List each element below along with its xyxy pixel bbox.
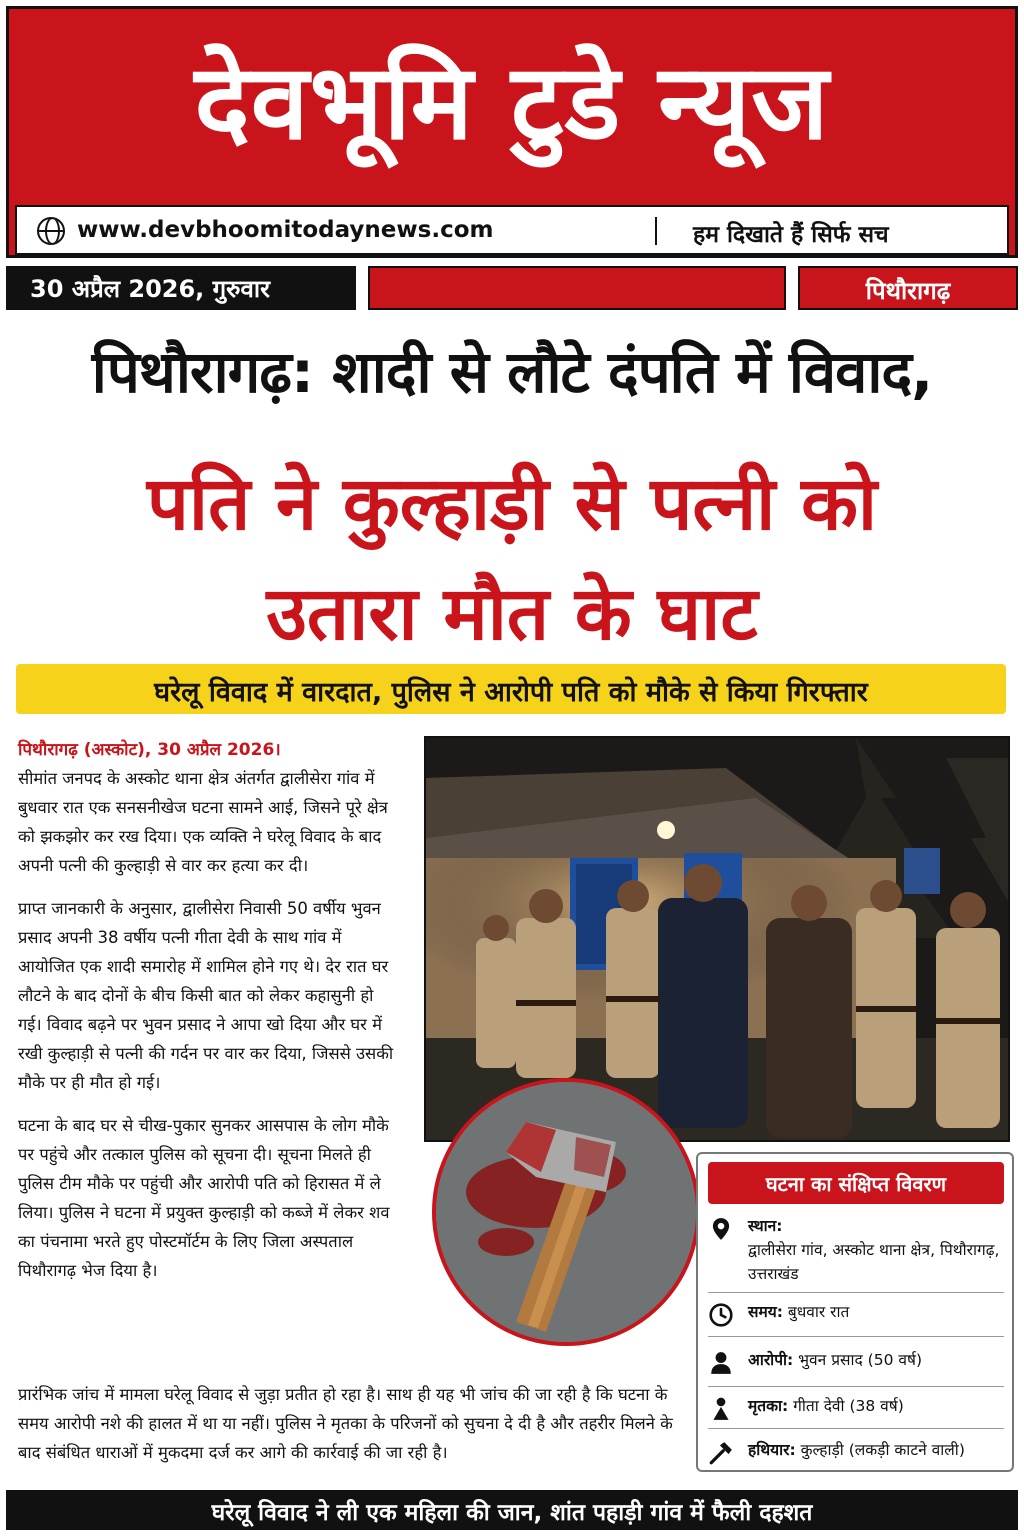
place-value: द्वालीसेरा गांव, अस्कोट थाना क्षेत्र, पिथौरागढ़, उत्तराखंड — [748, 1241, 1000, 1283]
issue-date: 30 अप्रैल 2026, गुरुवार — [6, 266, 356, 310]
summary-divider — [708, 1336, 1004, 1337]
location-tag: पिथौरागढ़ — [798, 266, 1018, 310]
incident-summary-box — [696, 1152, 1014, 1472]
time-value: बुधवार रात — [787, 1303, 850, 1321]
newspaper-title: देवभूमि टुडे न्यूज — [194, 41, 830, 163]
summary-divider — [708, 1386, 1004, 1387]
clock-icon — [708, 1302, 734, 1328]
place-label: स्थान: — [748, 1217, 783, 1235]
person-icon — [708, 1350, 734, 1376]
woman-icon — [708, 1396, 734, 1422]
accused-value: भुवन प्रसाद (50 वर्ष) — [798, 1351, 922, 1369]
victim-value: गीता देवी (38 वर्ष) — [793, 1397, 904, 1415]
article-dateline: पिथौरागढ़ (अस्कोट), 30 अप्रैल 2026। — [18, 740, 281, 760]
police-scene-photo — [424, 736, 1010, 1142]
article-paragraph-3: घटना के बाद घर से चीख-पुकार सुनकर आसपास के लोग मौके पर पहुंचे और तत्काल पुलिस को सूचना दी। सूचना मिलते ही पुलिस टीम मौके पर पहुंची और आरोपी पति को हिरासत में ले लिया। पुलिस ने घटना में प्रयुक्त कुल्हाड़ी को कब्जे में लेकर शव का पंचनामा भरते हुए पोस्टमॉर्टम के लिए जिला अस्पताल पिथौरागढ़ भेज दिया है। — [18, 1116, 390, 1280]
masthead — [6, 6, 1018, 258]
article-paragraph-1: सीमांत जनपद के अस्कोट थाना क्षेत्र अंतर्गत द्वालीसेरा गांव में बुधवार रात एक सनसनीखेज घटना सामने आई, जिसने पूरे क्षेत्र को झकझोर कर रख दिया। एक व्यक्ति ने घरेलू विवाद के बाद अपनी पत्नी की कुल्हाड़ी से वार कर हत्या कर दी। — [18, 769, 388, 875]
summary-row-place — [708, 1214, 1008, 1284]
subheadline-banner: घरेलू विवाद में वारदात, पुलिस ने आरोपी पति को मौके से किया गिरफ्तार — [16, 664, 1006, 714]
summary-title: घटना का संक्षिप्त विवरण — [708, 1162, 1004, 1204]
globe-icon — [37, 217, 65, 245]
summary-divider — [708, 1428, 1004, 1429]
info-divider — [655, 217, 657, 245]
footer-banner: घरेलू विवाद ने ली एक महिला की जान, शांत पहाड़ी गांव में फैली दहशत — [6, 1490, 1018, 1530]
weapon-value: कुल्हाड़ी (लकड़ी काटने वाली) — [800, 1441, 965, 1459]
article-body — [18, 736, 398, 1299]
headline-line-2: पति ने कुल्हाड़ी से पत्नी को — [146, 461, 878, 547]
axe-evidence-photo — [432, 1078, 700, 1346]
tagline: हम दिखाते हैं सिर्फ सच — [693, 222, 889, 248]
victim-label: मृतका: — [748, 1397, 789, 1415]
location-pin-icon — [708, 1216, 734, 1242]
axe-icon — [708, 1440, 734, 1466]
info-bar — [15, 205, 1009, 255]
decorative-red-bar — [368, 266, 786, 310]
website-link[interactable]: www.devbhoomitodaynews.com — [77, 217, 494, 243]
article-paragraph-2: प्राप्त जानकारी के अनुसार, द्वालीसेरा निवासी 50 वर्षीय भुवन प्रसाद अपनी 38 वर्षीय पत्नी गीता देवी के साथ गांव में आयोजित एक शादी समारोह में शामिल होने गए थे। देर रात घर लौटने के बाद दोनों के बीच किसी बात को लेकर कहासुनी हो गई। विवाद बढ़ने पर भुवन प्रसाद ने आपा खो दिया और घर में रखी कुल्हाड़ी से पत्नी की गर्दन पर वार कर दिया, जिससे उसकी मौके पर ही मौत हो गई। — [18, 899, 394, 1092]
headline-line-3: उतारा मौत के घाट — [266, 571, 758, 657]
weapon-label: हथियार: — [748, 1441, 796, 1459]
article-paragraph-4: प्रारंभिक जांच में मामला घरेलू विवाद से जुड़ा प्रतीत हो रहा है। साथ ही यह भी जांच की जा रही है कि घटना के समय आरोपी नशे की हालत में था या नहीं। पुलिस ने मृतका के परिजनों को सुचना दे दी है और तहरीर मिलने के बाद संबंधित धाराओं में मुकदमा दर्ज कर आगे की कार्रवाई की जा रही है। — [18, 1385, 673, 1462]
headline-line-1: पिथौरागढ़: शादी से लौटे दंपति में विवाद, — [91, 338, 933, 406]
time-label: समय: — [748, 1303, 783, 1321]
accused-label: आरोपी: — [748, 1351, 794, 1369]
summary-divider — [708, 1292, 1004, 1293]
